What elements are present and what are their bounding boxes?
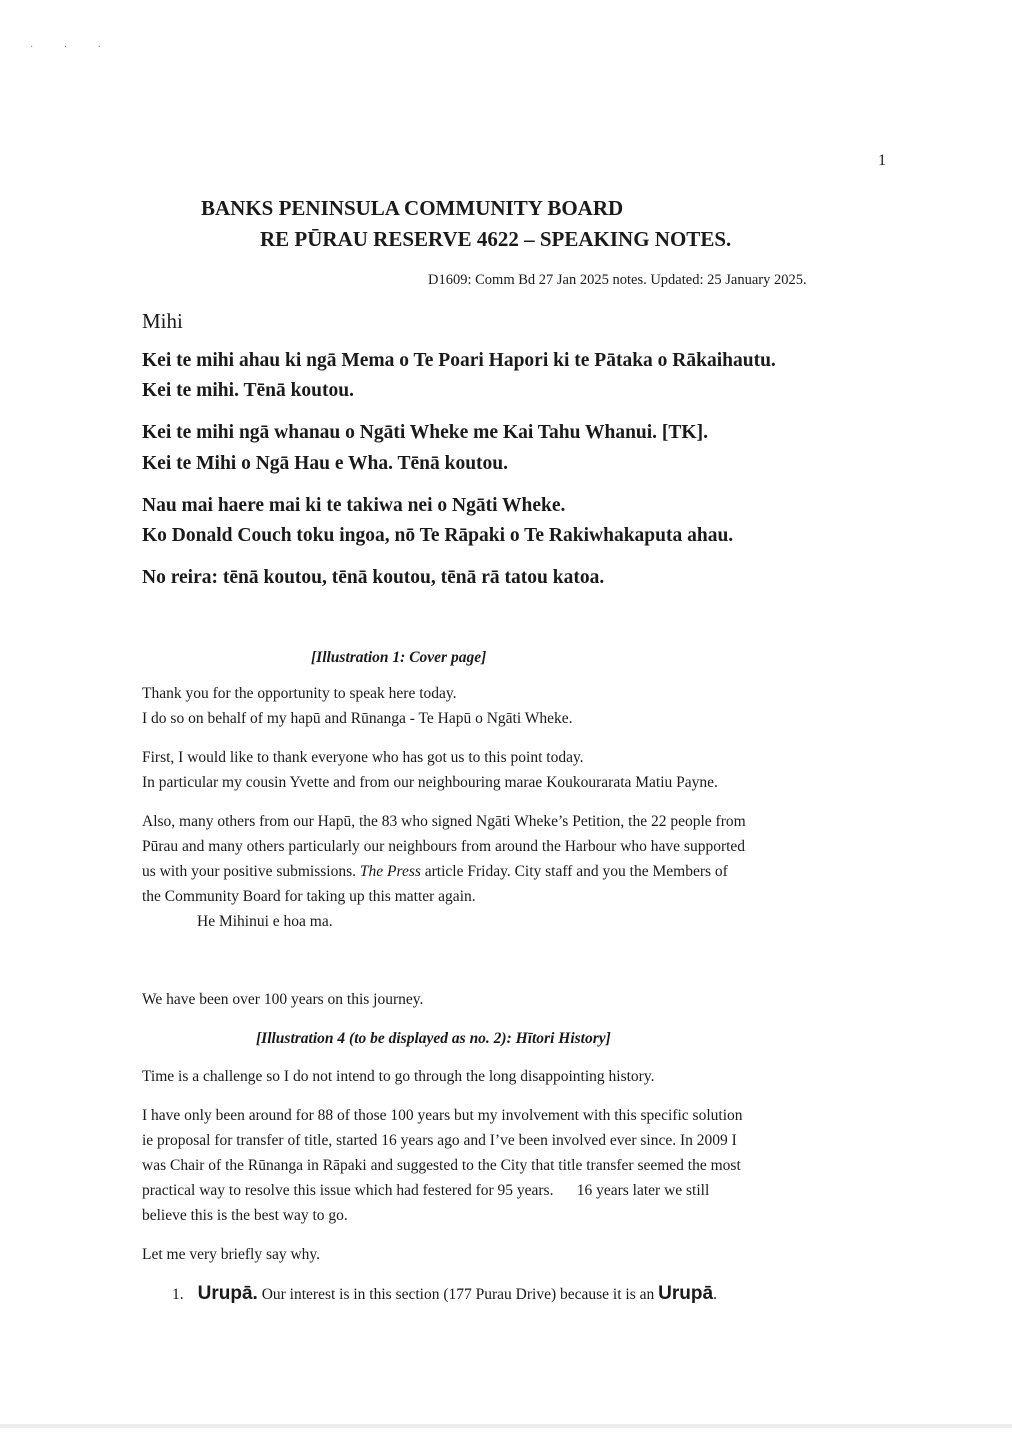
numbered-item	[172, 1283, 717, 1305]
paragraph-line: I have only been around for 88 of those 100 years but my involvement with this specific solution	[142, 1107, 743, 1124]
page-number: 1	[878, 152, 886, 169]
paragraph-line: Pūrau and many others particularly our neighbours from around the Harbour who have supported	[142, 838, 746, 855]
mihi-line: Kei te mihi ahau ki ngā Mema o Te Poari Hapori ki te Pātaka o Rākaihautu.	[142, 350, 776, 371]
item-emphasis: Urupā	[658, 1283, 714, 1304]
scan-specks: · · ·	[30, 42, 115, 53]
mihi-line: Kei te mihi ngā whanau o Ngāti Wheke me Kai Tahu Whanui. [TK].	[142, 422, 708, 443]
mihi-line: Kei te Mihi o Ngā Hau e Wha. Tēnā koutou.	[142, 453, 509, 474]
item-end: .	[713, 1286, 717, 1303]
document-title-line2: RE PŪRAU RESERVE 4622 – SPEAKING NOTES.	[260, 227, 732, 251]
paragraph-line: Time is a challenge so I do not intend to go through the long disappointing history.	[142, 1068, 655, 1085]
paragraph-line: believe this is the best way to go.	[142, 1207, 348, 1224]
paragraph-line: ie proposal for transfer of title, started 16 years ago and I’ve been involved ever since. In 2009 I	[142, 1132, 737, 1149]
item-number: 1.	[172, 1286, 184, 1303]
mihi-line: Ko Donald Couch toku ingoa, nō Te Rāpaki o Te Rakiwhakaputa ahau.	[142, 525, 734, 546]
text-segment: article Friday. City staff and you the Members of	[420, 863, 728, 880]
illustration-caption: [Illustration 1: Cover page]	[311, 649, 487, 666]
mihi-line: Nau mai haere mai ki te takiwa nei o Ngāti Wheke.	[142, 495, 566, 516]
paragraph-line: I do so on behalf of my hapū and Rūnanga - Te Hapū o Ngāti Wheke.	[142, 710, 573, 727]
paragraph-line: First, I would like to thank everyone who has got us to this point today.	[142, 749, 584, 766]
paragraph-line: Thank you for the opportunity to speak here today.	[142, 685, 457, 702]
mihi-line: Kei te mihi. Tēnā koutou.	[142, 380, 354, 401]
paragraph-line: Let me very briefly say why.	[142, 1246, 321, 1263]
text-segment: us with your positive submissions.	[142, 863, 360, 880]
paragraph-line: We have been over 100 years on this journey.	[142, 991, 424, 1008]
document-reference: D1609: Comm Bd 27 Jan 2025 notes. Updated: 25 January 2025.	[428, 272, 807, 288]
scan-edge	[0, 1424, 1012, 1428]
paragraph-line: was Chair of the Rūnanga in Rāpaki and suggested to the City that title transfer seemed the most	[142, 1157, 741, 1174]
illustration-caption: [Illustration 4 (to be displayed as no. 2): Hītori History]	[256, 1030, 611, 1047]
document-title-line1: BANKS PENINSULA COMMUNITY BOARD	[201, 196, 624, 220]
paragraph-line: In particular my cousin Yvette and from our neighbouring marae Koukourarata Matiu Payne.	[142, 774, 718, 791]
item-lead: Urupā.	[197, 1283, 258, 1304]
paragraph-line: practical way to resolve this issue which had festered for 95 years. 16 years later we still	[142, 1182, 710, 1199]
paragraph-line: He Mihinui e hoa ma.	[197, 913, 333, 930]
paragraph-line	[142, 863, 728, 881]
mihi-heading: Mihi	[142, 309, 183, 333]
mihi-line: No reira: tēnā koutou, tēnā koutou, tēnā rā tatou katoa.	[142, 567, 605, 588]
item-text: Our interest is in this section (177 Purau Drive) because it is an	[257, 1286, 659, 1303]
paragraph-line: Also, many others from our Hapū, the 83 who signed Ngāti Wheke’s Petition, the 22 people from	[142, 813, 746, 830]
paragraph-line: the Community Board for taking up this matter again.	[142, 888, 476, 905]
publication-name: The Press	[359, 863, 421, 880]
